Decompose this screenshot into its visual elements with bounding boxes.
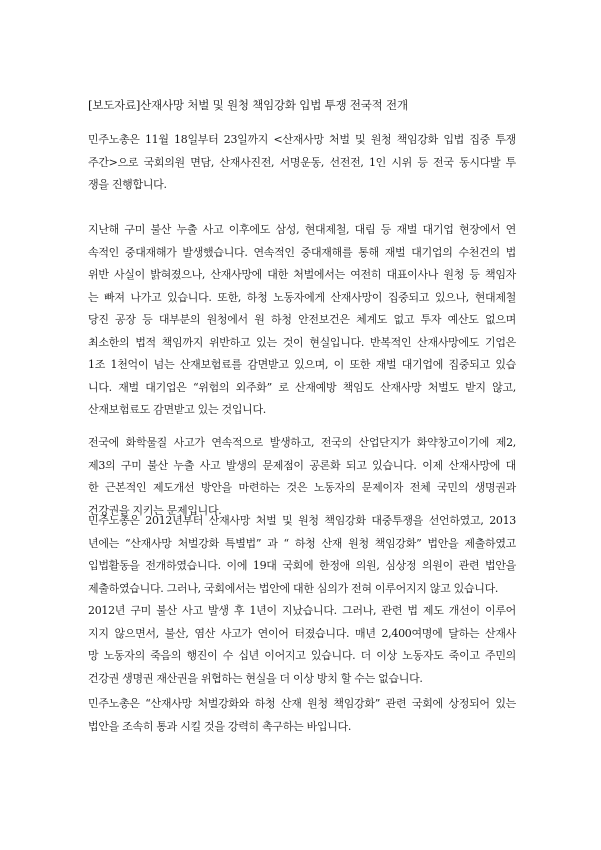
- document-title: [보도자료]산재사망 처벌 및 원청 책임강화 입법 투쟁 전국적 전개: [88, 98, 408, 112]
- text-line: 당진 공장 등 대부분의 원청에서 원 하청 안전보건은 체계도 없고 투자 예산도 없으며: [88, 313, 516, 326]
- paragraph-2: [88, 219, 516, 422]
- text-line: 제출하였습니다. 그러나, 국회에서는 법안에 대한 심의가 전혀 이루어지지 않고 있습니다.: [88, 581, 499, 595]
- paragraph-3: [88, 432, 516, 522]
- text-line: 주간>으로 국회의원 면담, 산재사진전, 서명운동, 선전전, 1인 시위 등 전국 동시다발 투: [88, 155, 516, 169]
- text-line: 쟁을 진행합니다.: [88, 178, 167, 191]
- text-line: 민주노총은 11월 18일부터 23일까지 <산재사망 처벌 및 원청 책임강화 입법 집중 투쟁: [88, 133, 516, 146]
- text-line: 산재보험료도 감면받고 있는 것입니다.: [88, 403, 267, 416]
- paragraph-4: [88, 510, 516, 600]
- text-line: 니다. 재벌 대기업은 “위험의 외주화” 로 산재예방 책임도 산재사망 처벌도 받지 않고,: [88, 380, 516, 394]
- text-line: 민주노총은 2012년부터 산재사망 처벌 및 원청 책임강화 대중투쟁을 선언하였고, 2013: [88, 514, 516, 527]
- text-line: 지난해 구미 불산 누출 사고 이후에도 삼성, 현대제철, 대림 등 재벌 대기업 현장에서 연: [88, 223, 516, 236]
- text-line: 망 노동자의 죽음의 행진이 수 십년 이어지고 있습니다. 더 이상 노동자도 죽이고 주민의: [88, 649, 516, 662]
- text-line: 1조 1천억이 넘는 산재보험료를 감면받고 있으며, 이 또한 재벌 대기업에 집중되고 있습: [88, 358, 516, 371]
- text-line: 전국에 화학물질 사고가 연속적으로 발생하고, 전국의 산업단지가 화약창고이기에 제2,: [88, 436, 516, 449]
- text-line: 건강권 생명권 재산권을 위협하는 현실을 더 이상 방치 할 수는 없습니다.: [88, 671, 423, 685]
- text-line: 속적인 중대재해가 발생했습니다. 연속적인 중대재해를 통해 재벌 대기업의 수천건의 법: [88, 245, 516, 259]
- text-line: 민주노총은 “산재사망 처벌강화와 하청 산재 원청 책임강화” 관련 국회에 상정되어 있는: [88, 697, 516, 710]
- text-line: 입법활동을 전개하였습니다. 이에 19대 국회에 한정애 의원, 심상정 의원이 관련 법안을: [88, 559, 516, 572]
- text-line: 2012년 구미 불산 사고 발생 후 1년이 지났습니다. 그러나, 관련 법 제도 개선이 이루어: [88, 604, 516, 617]
- paragraph-5: [88, 600, 516, 690]
- text-line: 법안을 조속히 통과 시킬 것을 강력히 촉구하는 바입니다.: [88, 719, 352, 733]
- text-line: 제3의 구미 불산 누출 사고 발생의 문제점이 공론화 되고 있습니다. 이제 산재사망에 대: [88, 458, 516, 472]
- text-line: 최소한의 법적 책임까지 위반하고 있는 것이 현실입니다. 반복적인 산재사망에도 기업은: [88, 335, 516, 349]
- text-line: 지지 않으면서, 불산, 염산 사고가 연이어 터졌습니다. 매년 2,400여명에 달하는 산재사: [88, 626, 516, 640]
- text-line: 위반 사실이 밝혀졌으나, 산재사망에 대한 처벌에서는 여전히 대표이사나 원청 등 책임자: [88, 268, 516, 281]
- text-line: 건강권을 지키는 문제입니다.: [88, 503, 222, 517]
- paragraph-6: [88, 693, 516, 738]
- text-line: 한 근본적인 제도개선 방안을 마련하는 것은 노동자의 문제이자 전체 국민의 생명권과: [88, 481, 516, 494]
- paragraph-1: [88, 129, 516, 197]
- text-line: 년에는 “산재사망 처벌강화 특별법” 과 “ 하청 산재 원청 책임강화” 법안을 제출하였고: [88, 536, 516, 550]
- text-line: 는 빠져 나가고 있습니다. 또한, 하청 노동자에게 산재사망이 집중되고 있으나, 현대제철: [88, 290, 516, 304]
